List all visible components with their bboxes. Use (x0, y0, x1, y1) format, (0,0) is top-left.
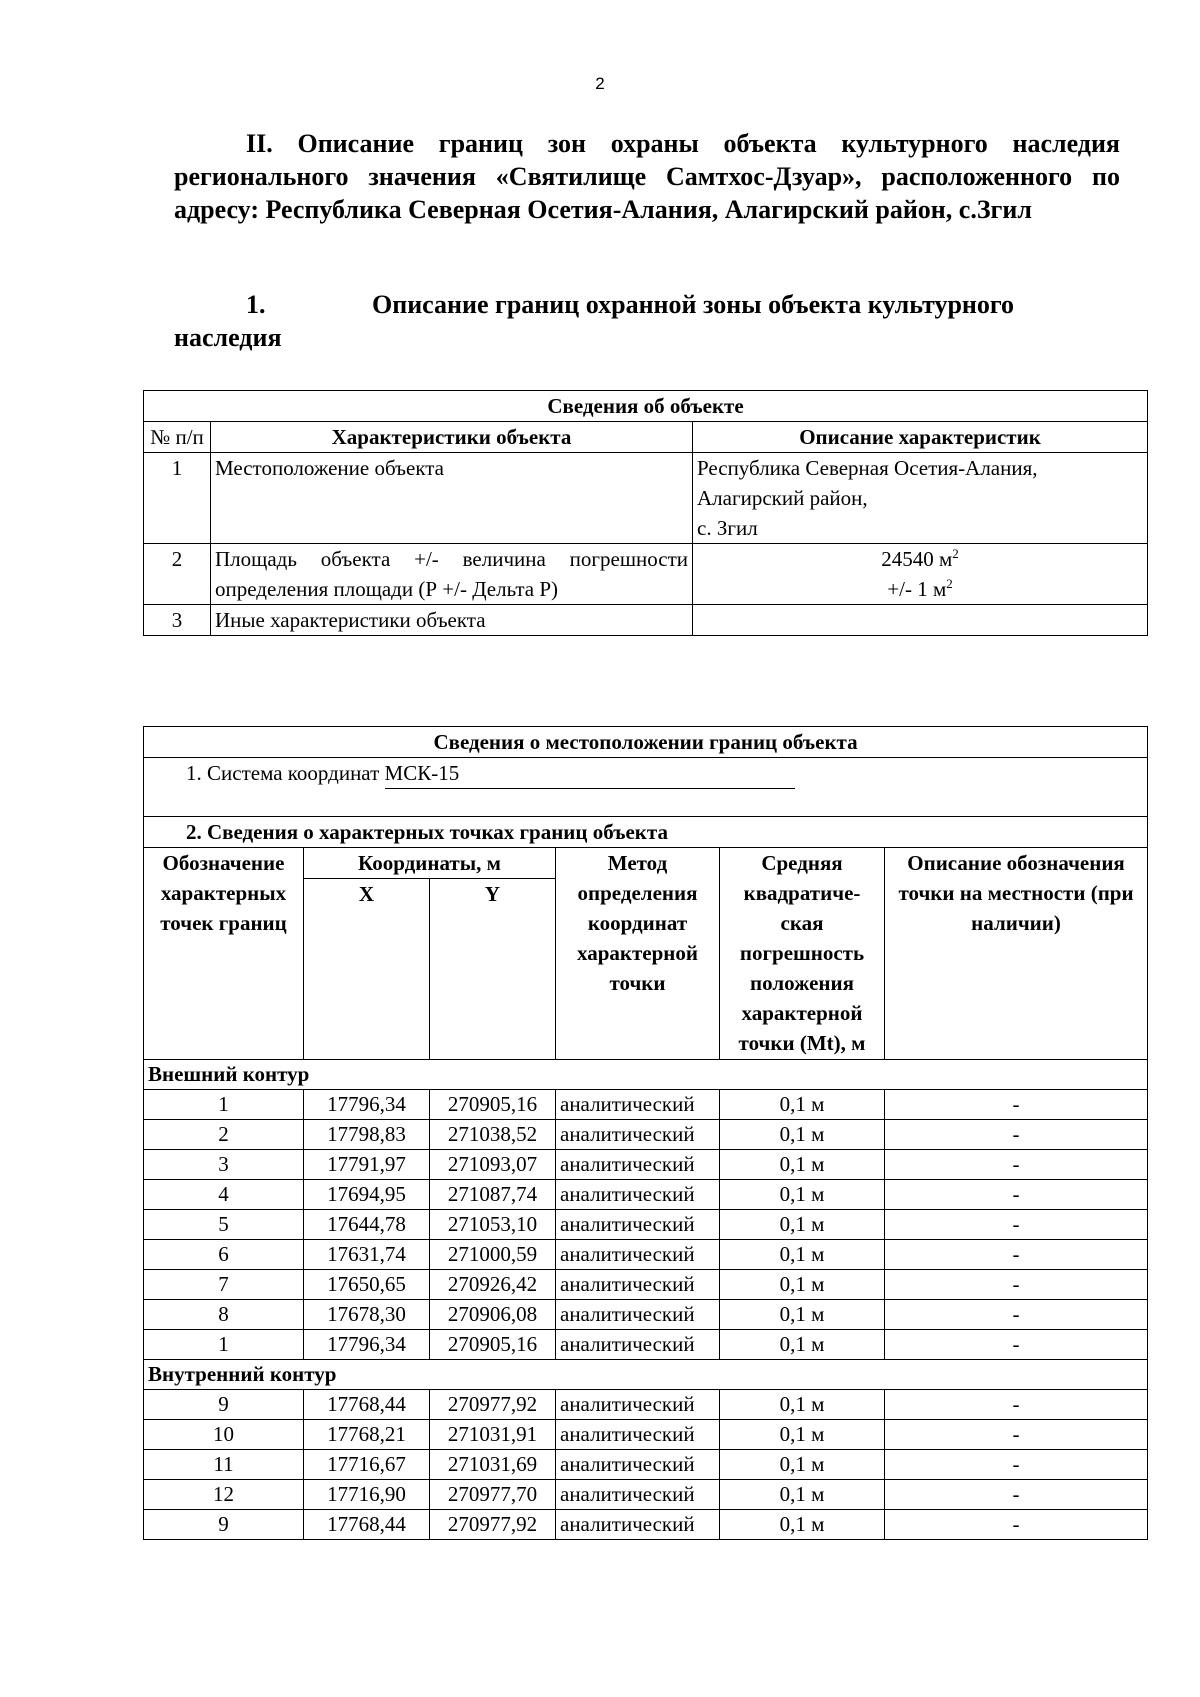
area-error-line (697, 574, 1143, 604)
point-description-cell: - (885, 1330, 1148, 1360)
row-characteristic: Площадь объекта +/- величина погрешности определения площади (Р +/- Дельта Р) (211, 544, 693, 605)
point-description-cell: - (885, 1480, 1148, 1510)
coord-y: 270926,42 (430, 1270, 556, 1300)
coord-x: 17650,65 (304, 1270, 430, 1300)
header-point-description: Описание обозначения точки на местности (при наличии) (885, 848, 1148, 1060)
header-description: Описание характеристик (693, 422, 1148, 453)
object-info-table (143, 390, 1148, 636)
table-row (144, 1180, 1148, 1210)
method-cell: аналитический (556, 1120, 720, 1150)
row-characteristic: Иные характеристики объекта (211, 605, 693, 636)
coord-x: 17768,44 (304, 1390, 430, 1420)
point-description-cell: - (885, 1450, 1148, 1480)
table-row (144, 1090, 1148, 1120)
point-number: 3 (144, 1150, 304, 1180)
coord-y: 270977,92 (430, 1510, 556, 1540)
table-row (144, 1150, 1148, 1180)
accuracy-cell: 0,1 м (720, 1300, 885, 1330)
point-description-cell: - (885, 1240, 1148, 1270)
table-row (144, 1510, 1148, 1540)
point-description-cell: - (885, 1150, 1148, 1180)
coord-x: 17644,78 (304, 1210, 430, 1240)
coord-system-value: МСК-15 (385, 758, 795, 789)
accuracy-cell: 0,1 м (720, 1090, 885, 1120)
info-table-title: Сведения об объекте (144, 391, 1148, 422)
point-description-cell: - (885, 1270, 1148, 1300)
location-line: Алагирский район, (697, 486, 868, 510)
area-error-unit-power: 2 (946, 576, 953, 591)
point-number: 5 (144, 1210, 304, 1240)
header-coordinates: Координаты, м (304, 848, 556, 879)
table-row (144, 1420, 1148, 1450)
coord-x: 17798,83 (304, 1120, 430, 1150)
accuracy-cell: 0,1 м (720, 1120, 885, 1150)
row-num: 2 (144, 544, 211, 605)
coord-y: 271000,59 (430, 1240, 556, 1270)
point-number: 9 (144, 1510, 304, 1540)
method-cell: аналитический (556, 1390, 720, 1420)
method-cell: аналитический (556, 1480, 720, 1510)
accuracy-cell: 0,1 м (720, 1270, 885, 1300)
row-description (693, 605, 1148, 636)
table-row (144, 1480, 1148, 1510)
section-heading: II. Описание границ зон охраны объекта культурного наследия регионального значения «Святилище Самтхос-Дзуар», расположенного по адресу: Республика Северная Осетия-Алания, Алагирский район, с.Згил (174, 129, 1120, 224)
area-error: +/- 1 м (887, 577, 947, 601)
point-number: 7 (144, 1270, 304, 1300)
points-section-title: 2. Сведения о характерных точках границ объекта (144, 817, 1148, 848)
points-table-title: Сведения о местоположении границ объекта (144, 727, 1148, 758)
coord-x: 17631,74 (304, 1240, 430, 1270)
table-row (144, 1120, 1148, 1150)
accuracy-cell: 0,1 м (720, 1210, 885, 1240)
page-number: 2 (595, 74, 605, 93)
method-cell: аналитический (556, 1420, 720, 1450)
header-y: Y (430, 879, 556, 1060)
method-cell: аналитический (556, 1510, 720, 1540)
coord-y: 270905,16 (430, 1330, 556, 1360)
coord-y: 271053,10 (430, 1210, 556, 1240)
point-number: 6 (144, 1240, 304, 1270)
point-number: 1 (144, 1330, 304, 1360)
method-cell: аналитический (556, 1150, 720, 1180)
points-body (144, 1060, 1148, 1540)
area-value-line (697, 544, 1143, 574)
point-number: 12 (144, 1480, 304, 1510)
accuracy-cell: 0,1 м (720, 1240, 885, 1270)
method-cell: аналитический (556, 1090, 720, 1120)
point-description-cell: - (885, 1300, 1148, 1330)
contour-group-row (144, 1060, 1148, 1090)
method-cell: аналитический (556, 1240, 720, 1270)
coord-y: 271031,69 (430, 1450, 556, 1480)
info-row (144, 605, 1148, 636)
coord-x: 17796,34 (304, 1090, 430, 1120)
table-row (144, 1240, 1148, 1270)
coord-x: 17796,34 (304, 1330, 430, 1360)
point-number: 11 (144, 1450, 304, 1480)
method-cell: аналитический (556, 1330, 720, 1360)
subsection-number: 1. (246, 290, 266, 319)
header-method: Метод определения координат характерной точки (556, 848, 720, 1060)
row-num: 3 (144, 605, 211, 636)
method-cell: аналитический (556, 1300, 720, 1330)
table-row (144, 1330, 1148, 1360)
point-description-cell: - (885, 1390, 1148, 1420)
coord-y: 271093,07 (430, 1150, 556, 1180)
area-unit-power: 2 (952, 546, 959, 561)
method-cell: аналитический (556, 1210, 720, 1240)
point-description-cell: - (885, 1510, 1148, 1540)
point-number: 8 (144, 1300, 304, 1330)
coord-system-cell (144, 758, 1148, 817)
location-line: Республика Северная Осетия-Алания, (697, 456, 1038, 480)
accuracy-cell: 0,1 м (720, 1180, 885, 1210)
point-number: 2 (144, 1120, 304, 1150)
point-number: 1 (144, 1090, 304, 1120)
method-cell: аналитический (556, 1450, 720, 1480)
header-num: № п/п (144, 422, 211, 453)
contour-name: Внешний контур (144, 1060, 1148, 1090)
accuracy-cell: 0,1 м (720, 1510, 885, 1540)
header-x: X (304, 879, 430, 1060)
coord-y: 270905,16 (430, 1090, 556, 1120)
accuracy-cell: 0,1 м (720, 1330, 885, 1360)
point-description-cell: - (885, 1180, 1148, 1210)
coord-x: 17716,67 (304, 1450, 430, 1480)
contour-name: Внутренний контур (144, 1360, 1148, 1390)
info-row (144, 544, 1148, 605)
coord-x: 17768,21 (304, 1420, 430, 1450)
coord-system-label: 1. Система координат (186, 761, 380, 785)
point-number: 9 (144, 1390, 304, 1420)
subsection-title: Описание границ охранной зоны объекта культурного наследия (174, 290, 1015, 352)
point-description-cell: - (885, 1420, 1148, 1450)
coord-y: 270906,08 (430, 1300, 556, 1330)
location-line: с. Згил (697, 516, 758, 540)
method-cell: аналитический (556, 1270, 720, 1300)
contour-group-row (144, 1360, 1148, 1390)
header-accuracy: Средняя квадратиче-ская погрешность положения характерной точки (Mt), м (720, 848, 885, 1060)
coord-x: 17791,97 (304, 1150, 430, 1180)
table-row (144, 1270, 1148, 1300)
table-row (144, 1450, 1148, 1480)
coord-y: 270977,70 (430, 1480, 556, 1510)
coord-x: 17768,44 (304, 1510, 430, 1540)
point-description-cell: - (885, 1210, 1148, 1240)
point-number: 10 (144, 1420, 304, 1450)
row-characteristic: Местоположение объекта (211, 453, 693, 544)
accuracy-cell: 0,1 м (720, 1480, 885, 1510)
row-description (693, 544, 1148, 605)
point-number: 4 (144, 1180, 304, 1210)
method-cell: аналитический (556, 1180, 720, 1210)
subsection-heading (174, 288, 1074, 354)
table-row (144, 1390, 1148, 1420)
coord-x: 17716,90 (304, 1480, 430, 1510)
accuracy-cell: 0,1 м (720, 1420, 885, 1450)
area-value: 24540 м (881, 547, 953, 571)
info-row (144, 453, 1148, 544)
header-characteristic: Характеристики объекта (211, 422, 693, 453)
row-description (693, 453, 1148, 544)
accuracy-cell: 0,1 м (720, 1450, 885, 1480)
table-row (144, 1300, 1148, 1330)
header-designation: Обозначение характерных точек границ (144, 848, 304, 1060)
point-description-cell: - (885, 1120, 1148, 1150)
coord-x: 17694,95 (304, 1180, 430, 1210)
coord-y: 271038,52 (430, 1120, 556, 1150)
coord-x: 17678,30 (304, 1300, 430, 1330)
boundary-points-table (143, 726, 1148, 1540)
coord-y: 271031,91 (430, 1420, 556, 1450)
point-description-cell: - (885, 1090, 1148, 1120)
row-num: 1 (144, 453, 211, 544)
coord-y: 270977,92 (430, 1390, 556, 1420)
accuracy-cell: 0,1 м (720, 1150, 885, 1180)
coord-y: 271087,74 (430, 1180, 556, 1210)
table-row (144, 1210, 1148, 1240)
accuracy-cell: 0,1 м (720, 1390, 885, 1420)
